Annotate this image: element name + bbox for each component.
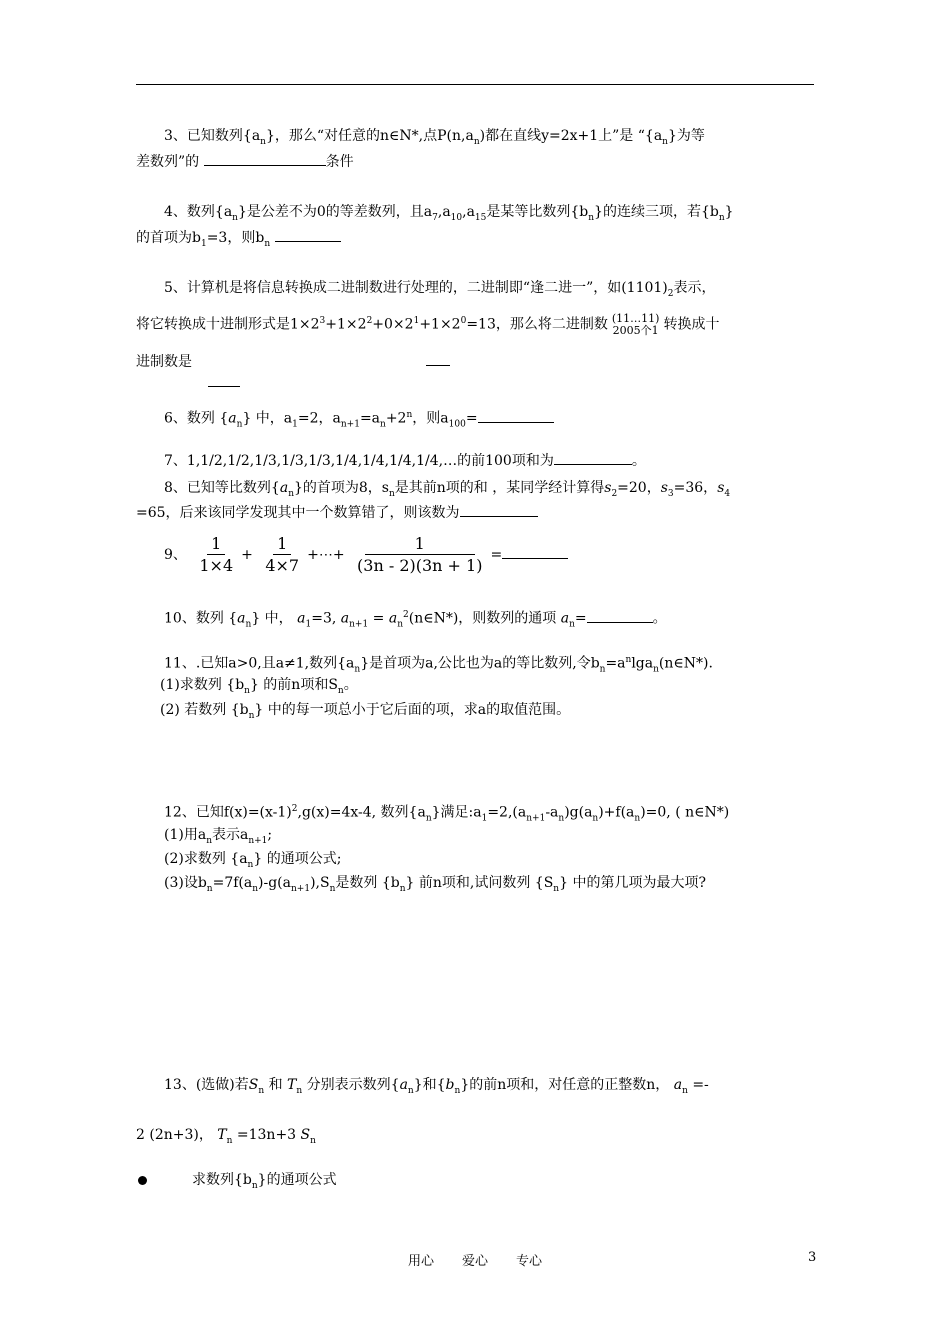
q11-line1: 11、.已知a>0,且a≠1,数列$\{a_n\}$是首项为a,公比也为a的等比数列,令$b_n=a^n\lg a_n(n\in N*)$. <box>164 655 713 675</box>
footer-text-1: 用心 <box>407 1254 434 1269</box>
q10-line: 10、数列 $\{a_n\}$ 中， $a_1=3$, $a_{n+1}$ = $a_n^2(n\in N*)$，则数列的通项 $a_n=$ 。 <box>164 610 667 630</box>
q5-line2: 将它转换成十进制形式是$1\times 2^3+1\times 2^2+0\times 2^1+1\times 2^0=13$，那么将二进制数 (11…11) 2005个1 转换成十 <box>136 311 720 337</box>
q12-line2: (1)用$a_n$表示$a_{n+1}$; <box>164 827 273 846</box>
q11-line2: (1)求数列 $\{b_n\}$ 的前n项和$S_n$。 <box>160 677 358 696</box>
fraction-3: $\frac{1}{(3n - 2)(3n + 1)}$ <box>357 533 483 575</box>
answer-blank[interactable] <box>554 452 632 465</box>
q7-line: 7、1,1/2,1/2,1/3,1/3,1/3,1/4,1/4,1/4,1/4,…的前100项和为 。 <box>164 453 646 469</box>
q5-blank2 <box>208 374 240 392</box>
footer-text-3: 专心 <box>516 1254 543 1269</box>
q5-line3: 进制数是 <box>136 353 450 371</box>
q13-line2: 2 (2n+3)， $T_n =13n+3$ $S_n$ <box>136 1127 316 1146</box>
answer-blank[interactable] <box>478 410 554 423</box>
page-number: 3 <box>808 1250 817 1265</box>
q13-line1: 13、(选做)若$S_n$ 和 $T_n$ 分别表示数列$\{a_n\}$和$\{b_n\}$的前n项和，对任意的正整数n， $a_n$ =- <box>164 1077 709 1096</box>
q11-line3: (2) 若数列 $\{b_n\}$ 中的每一项总小于它后面的项，求a的取值范围。 <box>160 702 571 721</box>
q8-line1: 8、已知等比数列$\{a_n\}$的首项为8，$s_n$是其前n项的和 ，某同学经计算得$s_2=20$，$s_3=36$，$s_4$ <box>164 480 731 499</box>
q5-line1: 5、计算机是将信息转换成二进制数进行处理的，二进制即“逢二进一”，如$(1101)_2$表示， <box>164 280 716 299</box>
q3-line1: 3、已知数列$\{a_n\}$，那么“对任意的n∈N*,点$P(n,a_n)$都在直线y=2x+1上”是 “$\{a_n\}$为等 <box>164 128 705 147</box>
bullet-icon <box>138 1176 147 1185</box>
fraction-1: $\frac{1}{1\times 4}$ <box>199 533 234 575</box>
header-rule <box>136 84 814 85</box>
q4-line1: 4、数列$\{a_n\}$是公差不为0的等差数列，且$a_7,a_{10},a_{15}$是某等比数列$\{b_n\}$的连续三项，若$\{b_n\}$ <box>164 204 734 223</box>
answer-blank[interactable] <box>587 610 653 623</box>
binary-brace: (11…11) 2005个1 <box>611 311 660 337</box>
footer-text-2: 爱心 <box>461 1254 488 1269</box>
q12-line3: (2)求数列 $\{a_n\}$ 的通项公式; <box>164 851 342 870</box>
answer-blank[interactable] <box>208 374 240 387</box>
q3-line2: 差数列”的 条件 <box>136 154 354 170</box>
q13-bullet-text: 求数列$\{b_n\}$的通项公式 <box>192 1172 337 1191</box>
answer-blank[interactable] <box>204 153 326 166</box>
q12-line4: (3)设$b_n=7f(a_n)-g(a_{n+1}),S_n$是数列 $\{b_n\}$ 前n项和,试问数列 $\{S_n\}$ 中的第几项为最大项? <box>164 875 706 894</box>
q12-line1: 12、已知$f(x)=(x-1)^2,g(x)=4x-4$, 数列$\{a_n\}$满足$:a_1=2,(a_{n+1}-a_n)g(a_n)+f(a_n)=0$, ( n∈N*) <box>164 804 730 824</box>
q9-line: 9、 $\frac{1}{1\times 4}$ + $\frac{1}{4\times 7}$ +⋯+ $\frac{1}{(3n - 2)(3n + 1)}$ = <box>164 532 568 578</box>
q8-line2: =65，后来该同学发现其中一个数算错了，则该数为 <box>136 504 538 522</box>
q6-line: 6、数列 $\{a_n\}$ 中，$a_1=2$，$a_{n+1}=a_n+2^n$，则$a_{100}=$ <box>164 406 554 433</box>
fraction-2: $\frac{1}{4\times 7}$ <box>265 533 300 575</box>
answer-blank[interactable] <box>502 546 568 559</box>
answer-blank[interactable] <box>275 229 341 242</box>
answer-blank[interactable] <box>426 353 450 366</box>
q4-line2: 的首项为$b_1=3$，则$b_n$ <box>136 229 341 253</box>
answer-blank[interactable] <box>460 504 538 517</box>
